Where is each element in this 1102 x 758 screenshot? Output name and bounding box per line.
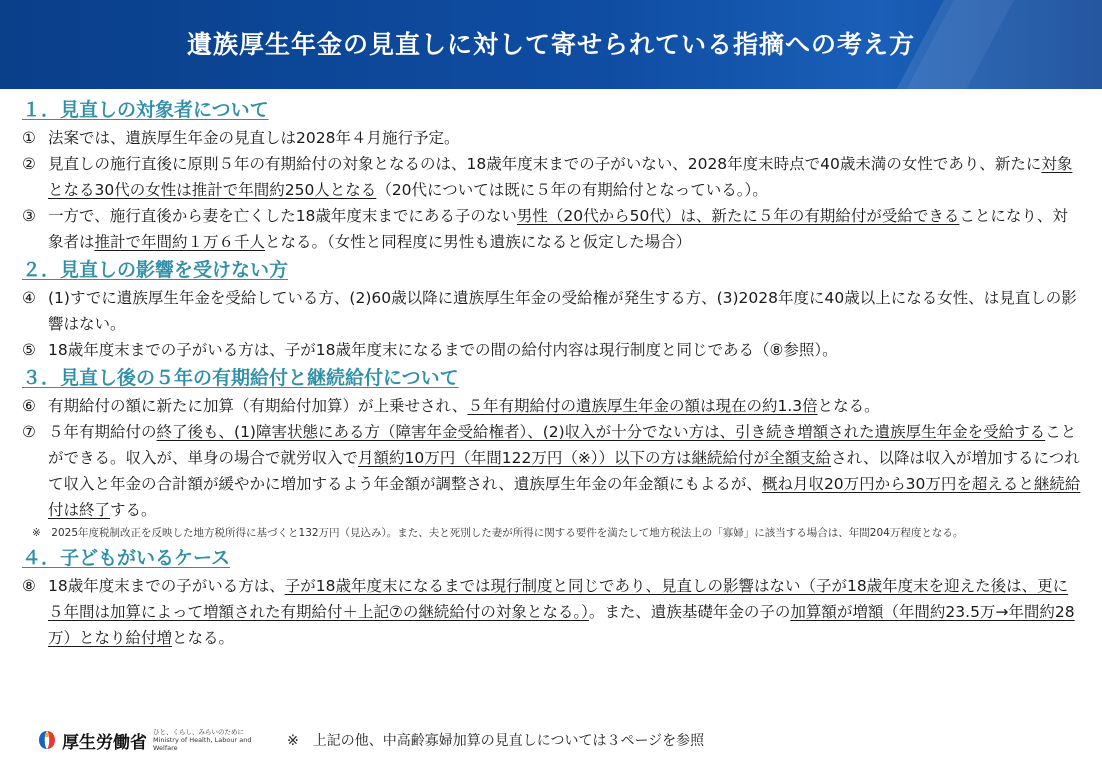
item-number: ⑤ [22,341,36,359]
list-item [22,151,1082,203]
text-segment: 。また、遺族基礎年金の子の [588,603,791,621]
underlined-text: ５年有期給付の遺族厚生年金の額は現在の約1.3倍 [467,397,818,415]
item-number: ④ [22,289,36,307]
section-heading-3: ３．見直し後の５年の有期給付と継続給付について [22,367,459,389]
footer [36,726,1076,754]
list-item [22,125,1082,151]
mhlw-logo-icon [36,729,58,751]
logo-subtitle [153,728,273,752]
logo-english-name: Ministry of Health, Labour and Welfare [153,736,252,752]
item-text: 法案では、遺族厚生年金の見直しは2028年４月施行予定。 [48,129,460,147]
section-heading-2: ２．見直しの影響を受けない方 [22,259,289,281]
text-segment: ことになり、対象者は [48,207,1068,251]
underlined-text: 加算額が増額（年間約23.5万→年間約28万）となり給付増 [48,603,1075,647]
text-segment: となる。 [817,397,880,415]
item-text [48,419,1082,523]
underlined-text: 終了後も、(1)障害状態にある方（障害年金受給権者）、(2)収入が十分でない方は、引き続き増額された遺族厚生年金を受給する [156,423,1046,441]
text-segment: ことができる。収入が、単身の場合で就労収入で [48,423,1077,467]
text-segment: （20代については既に５年の有期給付となっている。）。 [376,181,768,199]
list-item [22,393,1082,419]
underlined-text: 子が18歳年度末になるまでは現行制度と同じであり、見直しの影響はない（子が18歳年度末を迎えた後は、更に５年間は加算によって増額された有期給付＋上記⑦の継続給付の対象となる。） [48,577,1069,621]
underlined-text: 月額約10万円（年間122万円（※））以下の方は継続給付が全額支給 [358,449,832,467]
section-heading-4: ４．子どもがいるケース [22,547,231,569]
underlined-text: 概ね月収20万円から30万円を超えると継続給付は終了 [48,475,1081,519]
item-text [48,393,1082,419]
item-text [48,573,1082,651]
underlined-text: 対象となる30代の女性は推計で年間約250人となる [48,155,1073,199]
list-item [22,573,1082,651]
underlined-text: 推計で年間約１万６千人 [94,233,266,251]
text-segment: され、以降は収入が増加するにつれて収入と年金の合計額が緩やかに増加するよう年金額が調整され、遺族厚生年金の年金額にもよるが、 [48,449,1080,493]
text-segment: 一方で、施行直後から妻を亡くした18歳年度末までにある子のない [48,207,517,225]
main-content [22,95,1082,651]
list-item [22,337,1082,363]
logo-tagline: ひと、くらし、みらいのために [153,728,244,736]
item-text [48,203,1082,255]
text-segment: 見直しの施行直後に原則５年の有期給付の対象となるのは、18歳年度末までの子がいない、2028年度末時点で40歳未満の女性であり、新たに [48,155,1042,173]
list-item [22,203,1082,255]
item-number: ⑥ [22,397,36,415]
text-segment: ５年有期給付の [48,423,157,441]
page-title: 遺族厚生年金の見直しに対して寄せられている指摘への考え方 [186,30,915,59]
logo-text: 厚生労働省 [62,732,147,753]
item-number: ⑧ [22,577,36,595]
item-number: ① [22,129,36,147]
text-segment: となる。（女性と同程度に男性も遺族になると仮定した場合） [265,233,692,251]
item-text: 18歳年度末までの子がいる方は、子が18歳年度末になるまでの間の給付内容は現行制度と同じである（⑧参照）。 [48,341,838,359]
footer-note: ※ 上記の他、中高齢寡婦加算の見直しについては３ページを参照 [287,733,705,749]
item-number: ② [22,155,36,173]
item-number: ⑦ [22,423,36,441]
item-number: ③ [22,207,36,225]
footnote-tax: ※ 2025年度税制改正を反映した地方税所得に基づくと132万円（見込み）。また、夫と死別した妻が所得に関する要件を満たして地方税法上の「寡婦」に該当する場合は、年間204万程度となる。 [32,527,964,539]
text-segment: 18歳年度末までの子がいる方は、 [48,577,285,595]
text-segment: する。 [110,501,157,519]
item-text [48,151,1082,203]
header-banner [0,0,1102,89]
list-item [22,285,1082,337]
item-text: (1)すでに遺族厚生年金を受給している方、(2)60歳以降に遺族厚生年金の受給権が発生する方、(3)2028年度に40歳以上になる女性、は見直しの影響はない。 [48,289,1077,333]
underlined-text: 男性（20代から50代）は、新たに５年の有期給付が受給できる [516,207,960,225]
list-item [22,419,1082,523]
text-segment: となる。 [172,629,235,647]
text-segment: 有期給付の額に新たに加算（有期給付加算）が上乗せされ、 [48,397,468,415]
section-heading-1: １．見直しの対象者について [22,99,269,121]
